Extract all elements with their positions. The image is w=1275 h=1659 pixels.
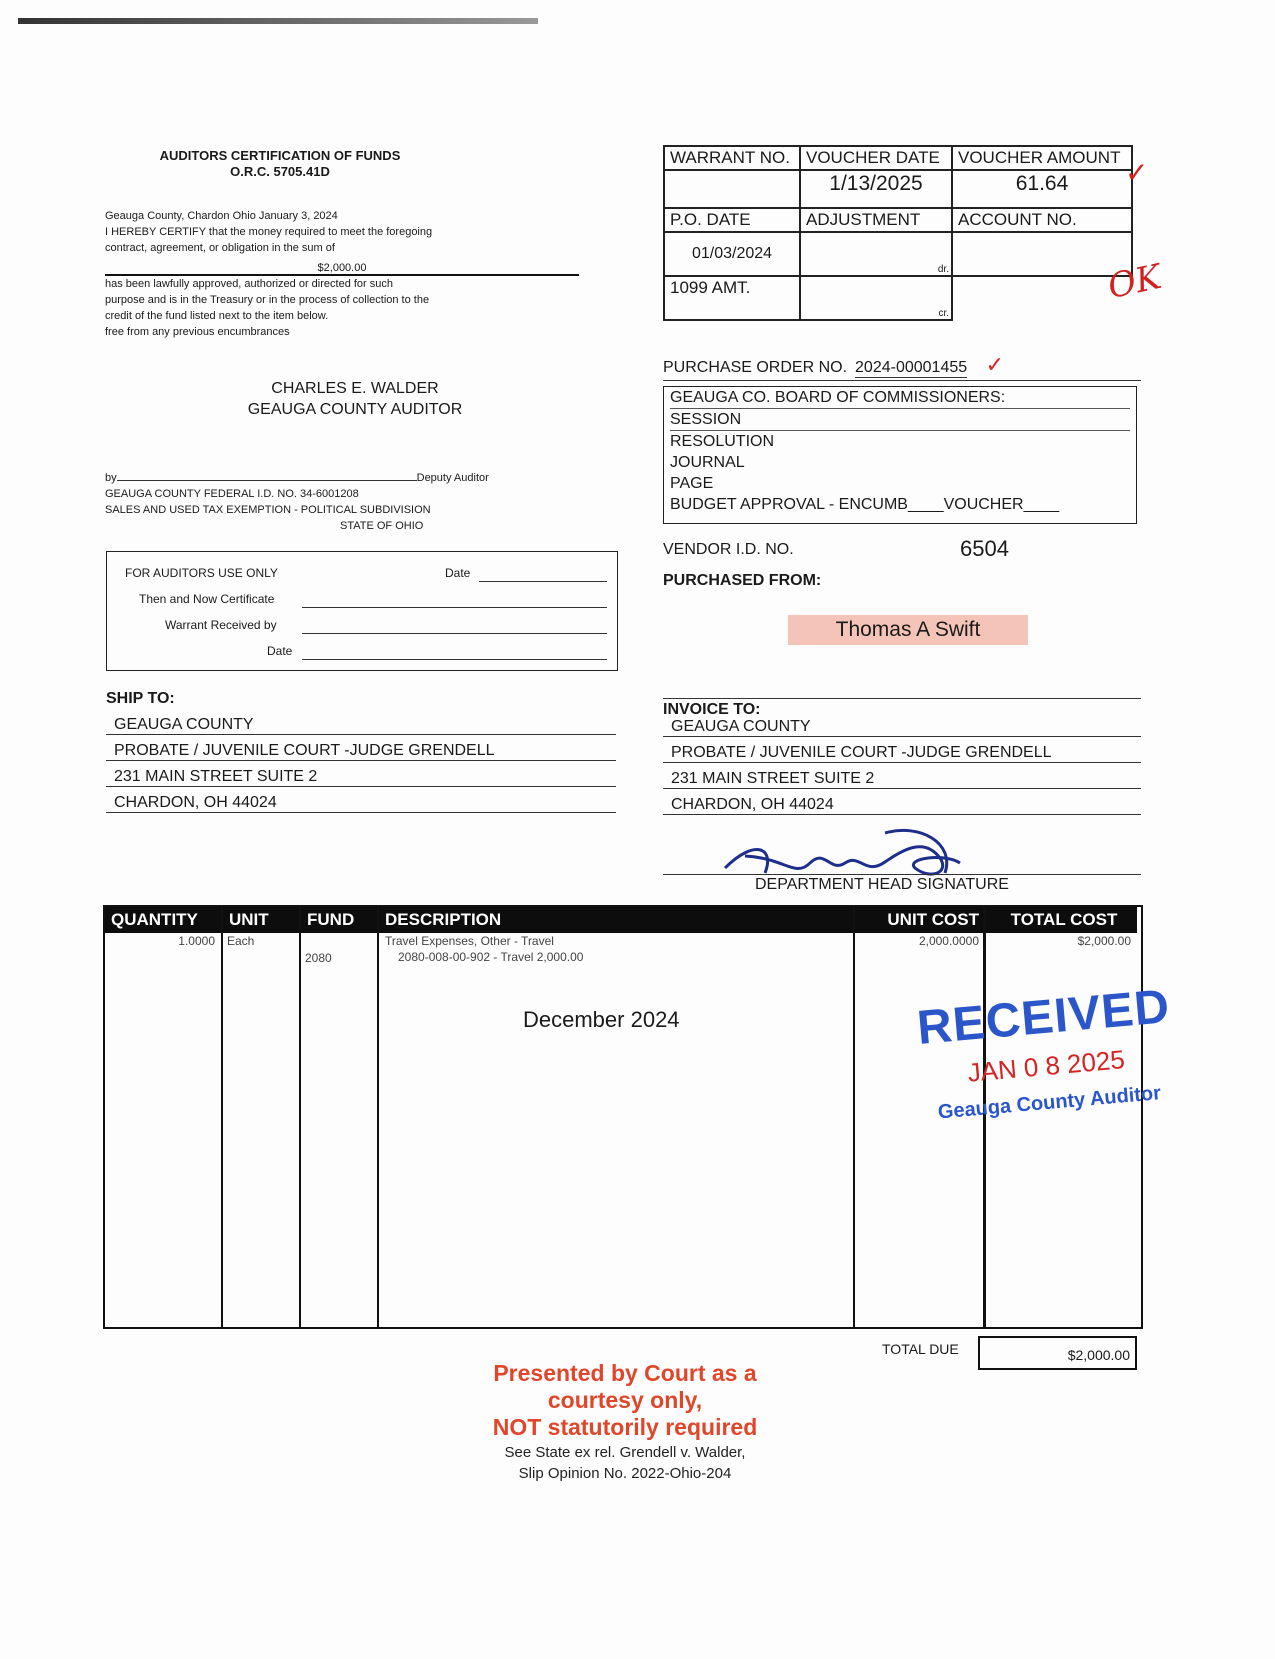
invoice-to-line-2: PROBATE / JUVENILE COURT -JUDGE GRENDELL (663, 744, 1141, 763)
auditor-name-block: CHARLES E. WALDER GEAUGA COUNTY AUDITOR (247, 380, 463, 418)
warrant-table (663, 145, 1133, 321)
row-description-1: Travel Expenses, Other - Travel (385, 934, 554, 948)
purchased-from-label: PURCHASED FROM: (663, 572, 822, 589)
total-due-value: $2,000.00 (978, 1336, 1137, 1370)
header-fund: FUND (301, 907, 379, 933)
header-unit-cost: UNIT COST (855, 907, 985, 933)
ok-annotation: OK (1104, 256, 1165, 308)
po-date-label: P.O. DATE (664, 208, 800, 232)
certification-sum: $2,000.00 (105, 262, 579, 276)
row-unit-cost: 2,000.0000 (918, 934, 979, 948)
received-stamp-date: JAN 0 8 2025 (966, 1044, 1126, 1088)
invoice-to-line-4: CHARDON, OH 44024 (663, 796, 1141, 815)
warrant-no-label: WARRANT NO. (664, 146, 800, 170)
ship-to-line-4: CHARDON, OH 44024 (106, 794, 616, 813)
scan-edge (18, 18, 538, 24)
invoice-to-label: INVOICE TO: (663, 698, 1141, 719)
ship-to-line-3: 231 MAIN STREET SUITE 2 (106, 768, 616, 787)
voucher-amount-value: 61.64 (952, 170, 1132, 208)
vendor-id: 6504 (960, 536, 1009, 561)
row-quantity: 1.0000 (178, 934, 215, 948)
header-quantity: QUANTITY (105, 907, 223, 933)
certification-body: Geauga County, Chardon Ohio January 3, 2024 I HEREBY CERTIFY that the money required to meet the foregoing contract, agreement, or obligation in the sum of (105, 210, 433, 254)
total-due-label: TOTAL DUE (882, 1341, 959, 1357)
adjustment-dr: dr. (800, 232, 952, 276)
commissioners-box: GEAUGA CO. BOARD OF COMMISSIONERS: SESSION RESOLUTION JOURNAL PAGE BUDGET APPROVAL - ENCUMB____VOUCHER____ (663, 386, 1137, 524)
ship-to-label: SHIP TO: (106, 690, 175, 707)
invoice-to-line-1: GEAUGA COUNTY (663, 718, 1141, 737)
row-unit: Each (227, 934, 255, 948)
check-mark-annotation: ✓ (1125, 157, 1149, 188)
signature-label: DEPARTMENT HEAD SIGNATURE (755, 876, 1009, 893)
certification-body-2: has been lawfully approved, authorized or directed for such purpose and is in the Treasury or in the process of collection to the credit of the fund listed next to the item below. free from any previous encumbrances (105, 278, 430, 338)
adjustment-cr: cr. (800, 276, 952, 320)
received-stamp (915, 979, 1175, 1125)
warrant-no-value (664, 170, 800, 208)
row-fund: 2080 (305, 951, 332, 965)
courtesy-citation: See State ex rel. Grendell v. Walder, Slip Opinion No. 2022-Ohio-204 (504, 1444, 746, 1482)
invoice-to-line-3: 231 MAIN STREET SUITE 2 (663, 770, 1141, 789)
signature-line (663, 874, 1141, 875)
amt-1099-label: 1099 AMT. (664, 276, 800, 320)
ship-to-line-1: GEAUGA COUNTY (106, 716, 616, 735)
header-unit: UNIT (223, 907, 301, 933)
header-total-cost: TOTAL COST (985, 907, 1137, 933)
header-description: DESCRIPTION (379, 907, 855, 933)
po-date-value: 01/03/2024 (664, 232, 800, 276)
auditors-use-box: FOR AUDITORS USE ONLY Date Then and Now Certificate Warrant Received by Date (106, 551, 618, 671)
adjustment-label: ADJUSTMENT (800, 208, 952, 232)
vendor-name: Thomas A Swift (788, 615, 1028, 645)
voucher-date-value: 1/13/2025 (800, 170, 952, 208)
service-period: December 2024 (523, 1007, 680, 1032)
received-stamp-office: Geauga County Auditor (937, 1082, 1162, 1124)
purchase-order-number: 2024-00001455 (855, 359, 968, 376)
deputy-block: by Deputy Auditor GEAUGA COUNTY FEDERAL I.D. NO. 34-6001208 SALES AND USED TAX EXEMPTION - POLITICAL SUBDIVISION STATE OF OHIO (105, 472, 489, 532)
purchase-order: PURCHASE ORDER NO. 2024-00001455 ✓ (663, 352, 1141, 381)
courtesy-note: Presented by Court as a courtesy only, NOT statutorily required (492, 1360, 758, 1440)
row-total-cost: $2,000.00 (1077, 934, 1131, 948)
deputy-signature-line (117, 480, 417, 481)
voucher-date-label: VOUCHER DATE (800, 146, 952, 170)
vendor-id-label: VENDOR I.D. NO. (663, 541, 794, 558)
voucher-amount-label: VOUCHER AMOUNT (952, 146, 1132, 170)
certification-title: AUDITORS CERTIFICATION OF FUNDS O.R.C. 5705.41D (159, 148, 401, 179)
account-no-label: ACCOUNT NO. (952, 208, 1132, 232)
ship-to-line-2: PROBATE / JUVENILE COURT -JUDGE GRENDELL (106, 742, 616, 761)
received-stamp-text: RECEIVED (915, 980, 1173, 1055)
po-check-mark: ✓ (985, 352, 1005, 377)
row-description-2: 2080-008-00-902 - Travel 2,000.00 (398, 950, 584, 964)
